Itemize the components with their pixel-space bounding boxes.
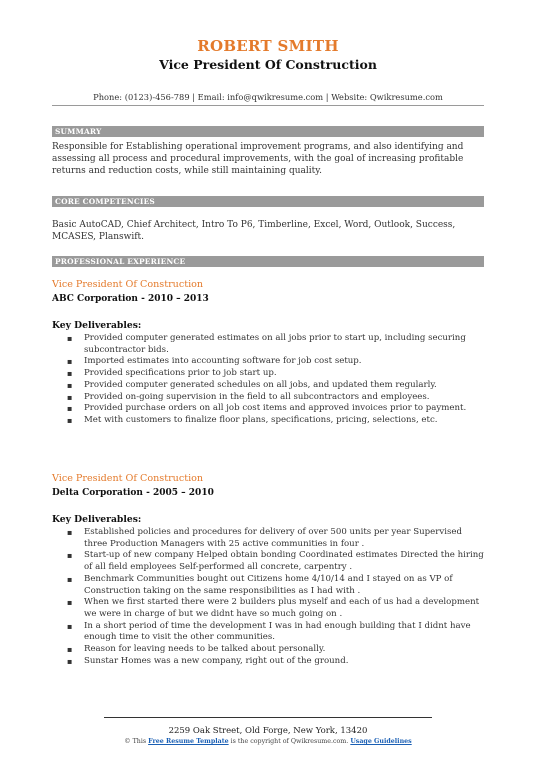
experience-heading: PROFESSIONAL EXPERIENCE: [52, 256, 484, 267]
summary-heading: SUMMARY: [52, 126, 484, 137]
job-1-company: ABC Corporation - 2010 – 2013: [52, 294, 209, 304]
header-divider: [52, 105, 484, 106]
copyright-middle: is the copyright of Qwikresume.com.: [230, 738, 349, 745]
job-2-role: Vice President Of Construction: [52, 473, 204, 484]
competencies-text: Basic AutoCAD, Chief Architect, Intro To P6, Timberline, Excel, Word, Outlook, Success, MCASES, Planswift.: [52, 220, 456, 242]
list-item: ▪ Provided on-going supervision in the field to all subcontractors and employees.: [52, 392, 484, 404]
job-1-role: Vice President Of Construction: [52, 279, 204, 290]
copyright-prefix: © This: [124, 738, 147, 745]
job-1-deliverables-label: Key Deliverables:: [52, 320, 142, 331]
list-item: ▪ Provided computer generated estimates on all jobs prior to start up, including securing subcontractor bids.: [52, 333, 484, 356]
job-1-bullet-list: [52, 333, 484, 427]
usage-guidelines-link[interactable]: Usage Guidelines: [350, 738, 412, 745]
footer-address: 2259 Oak Street, Old Forge, New York, 13420: [168, 726, 368, 736]
list-item: ▪ Provided specifications prior to job start up.: [52, 368, 484, 380]
job-2-deliverables-label: Key Deliverables:: [52, 514, 142, 525]
list-item: ▪ In a short period of time the development I was in had enough building that I didnt have enough time to visit the other communities.: [52, 621, 484, 644]
job-2-bullet-list: [52, 527, 484, 667]
competencies-heading: CORE COMPETENCIES: [52, 196, 484, 207]
footer-copyright: [0, 738, 536, 745]
summary-text: Responsible for Establishing operational improvement programs, and also identifying and assessing all process and procedural improvements, with the goal of increasing profitable returns and reduction costs, while still maintaining quality.: [52, 142, 464, 176]
list-item: ▪ Provided purchase orders on all job cost items and approved invoices prior to payment.: [52, 403, 484, 415]
list-item: ▪ Met with customers to finalize floor plans, specifications, pricing, selections, etc.: [52, 415, 484, 427]
candidate-name: ROBERT SMITH: [197, 37, 339, 55]
list-item: ▪ Provided computer generated schedules on all jobs, and updated them regularly.: [52, 380, 484, 392]
free-resume-template-link[interactable]: Free Resume Template: [148, 738, 229, 745]
list-item: ▪ Reason for leaving needs to be talked about personally.: [52, 644, 484, 656]
candidate-title: Vice President Of Construction: [159, 57, 377, 72]
list-item: ▪ Benchmark Communities bought out Citizens home 4/10/14 and I stayed on as VP of Construction taking on the same responsibilities as I had with .: [52, 574, 484, 597]
job-2-company: Delta Corporation - 2005 – 2010: [52, 488, 214, 498]
list-item: ▪ Imported estimates into accounting software for job cost setup.: [52, 356, 484, 368]
list-item: ▪ When we first started there were 2 builders plus myself and each of us had a development we were in charge of but we didnt have so much going on .: [52, 597, 484, 620]
footer-divider: [104, 717, 432, 718]
list-item: ▪ Start-up of new company Helped obtain bonding Coordinated estimates Directed the hiring of all field employees Self-performed all concrete, carpentry .: [52, 550, 484, 573]
list-item: ▪ Established policies and procedures for delivery of over 500 units per year Supervised three Production Managers with 25 active communities in four .: [52, 527, 484, 550]
list-item: ▪ Sunstar Homes was a new company, right out of the ground.: [52, 656, 484, 668]
contact-line: Phone: (0123)-456-789 | Email: info@qwikresume.com | Website: Qwikresume.com: [93, 92, 443, 102]
